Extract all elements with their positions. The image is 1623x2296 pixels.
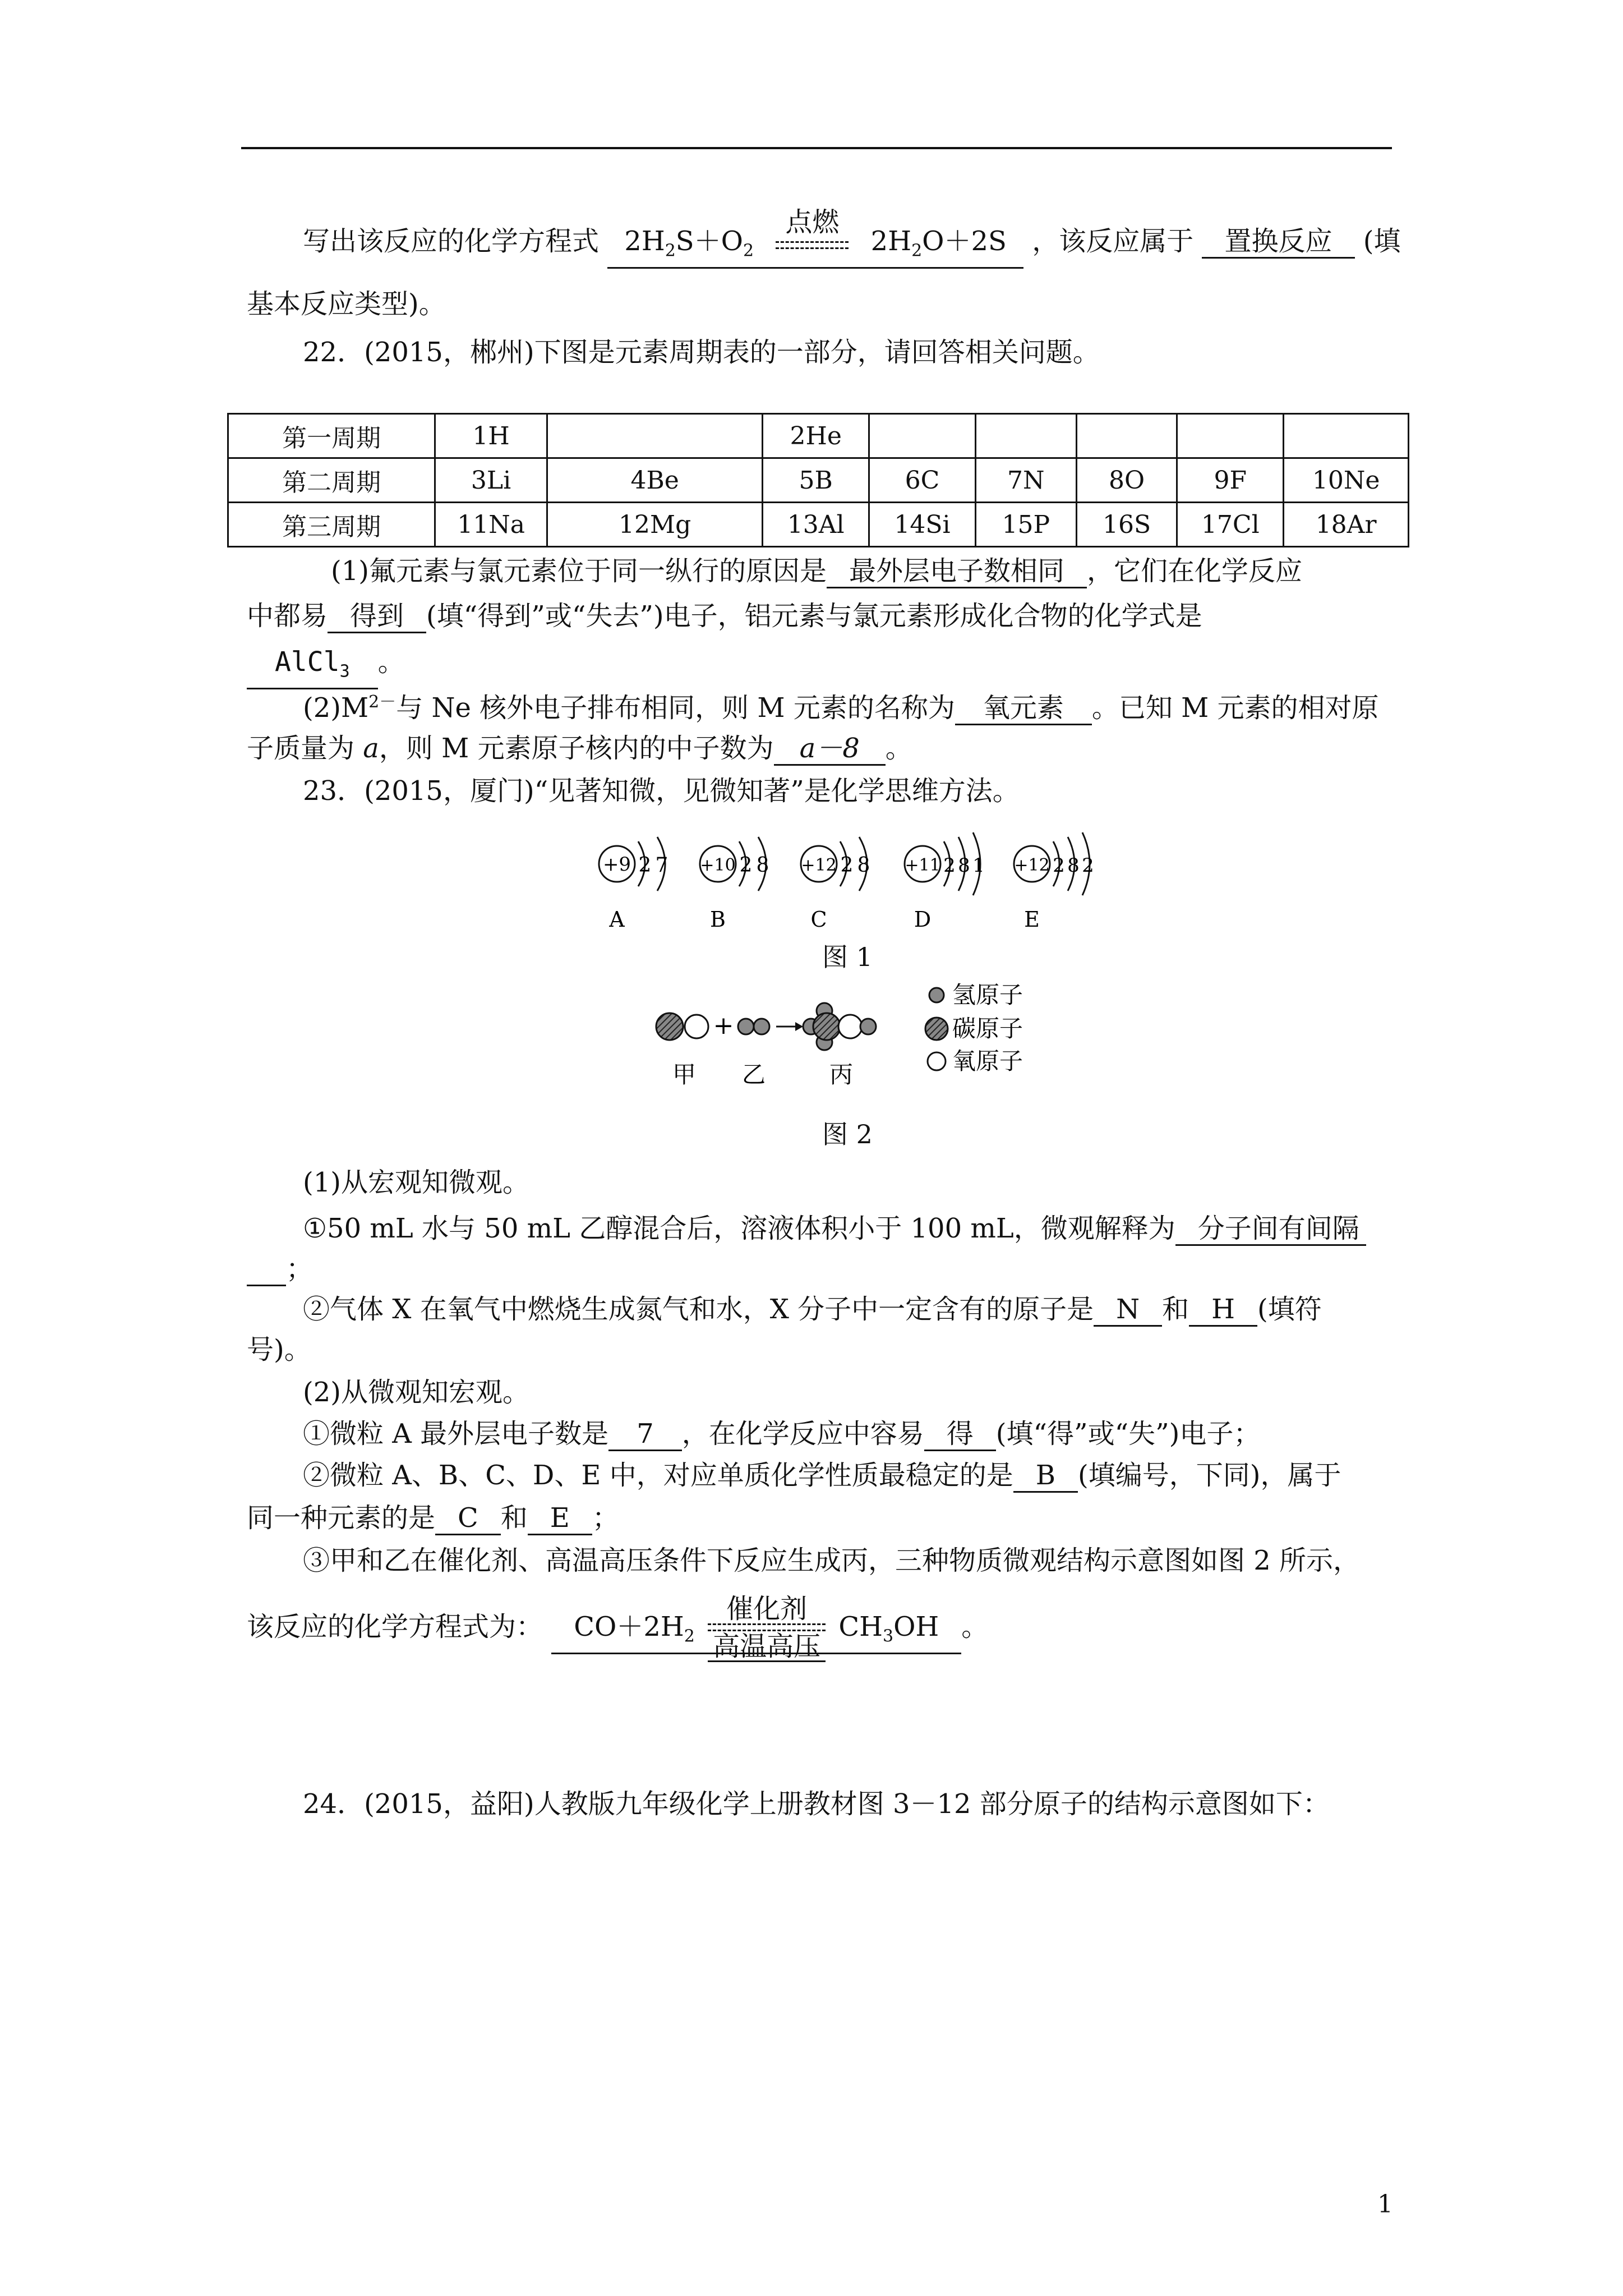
- q23-answer-7: C: [435, 1502, 501, 1535]
- atom-diagram-e: [1014, 832, 1094, 931]
- element-cell: [1284, 414, 1409, 458]
- q22-p1-line1: (1)氟元素与氯元素位于同一纵行的原因是 最外层电子数相同 ，它们在化学反应: [331, 554, 1302, 588]
- plus-sign: +: [713, 1011, 734, 1040]
- page-number: 1: [1377, 2190, 1393, 2219]
- q24-stem: 24．(2015，益阳)人教版九年级化学上册教材图 3－12 部分原子的结构示意图如下：: [303, 1788, 1330, 1820]
- element-cell: [1076, 414, 1177, 458]
- q23-equation-answer: $CO+2H_2$ 催化剂 高温高压 $CH_3OH$: [551, 1611, 961, 1654]
- element-cell: 6C: [869, 458, 976, 503]
- shell-count: 8: [756, 854, 769, 877]
- q22-answer-5: a－8: [774, 733, 886, 766]
- q23-answer-8: E: [528, 1502, 592, 1535]
- element-cell: 7N: [975, 458, 1076, 503]
- figure-1-atom-diagrams: [583, 830, 1133, 931]
- eq1-line2: 基本反应类型)。: [247, 288, 446, 320]
- figure-2-caption: 图 2: [822, 1119, 873, 1149]
- table-row: [228, 458, 1409, 503]
- q23-s2-3: ③甲和乙在催化剂、高温高压条件下反应生成丙，三种物质微观结构示意图如图 2 所示，: [303, 1545, 1361, 1576]
- arrow-icon: [776, 1022, 803, 1031]
- nucleus-charge: +11: [905, 855, 940, 875]
- period-label: 第二周期: [228, 458, 435, 503]
- q23-answer-1: 分子间有间隔: [1175, 1213, 1366, 1246]
- shell-count: 8: [857, 854, 870, 877]
- q22-answer-4: 氧元素: [955, 692, 1092, 725]
- molecule-label-jia: 甲: [672, 1061, 697, 1088]
- q23-answer-5: 得: [924, 1418, 996, 1451]
- nucleus-charge: +9: [602, 853, 631, 876]
- q22-p1-line2: 中都易 得到 (填“得到”或“失去”)电子，铝元素与氯元素形成化合物的化学式是: [247, 599, 1202, 633]
- q23-s2-2-cont: 同一种元素的是 C 和 E ；: [247, 1501, 619, 1535]
- element-cell: 3Li: [435, 458, 547, 503]
- q23-s1-2-cont: 号)。: [247, 1334, 311, 1365]
- shell-count: 2: [1082, 854, 1094, 877]
- eq1-prefix: 写出该反应的化学方程式: [303, 226, 600, 257]
- atom-label: D: [914, 907, 932, 931]
- shell-count: 2: [840, 854, 854, 877]
- q22-stem: 22．(2015，郴州)下图是元素周期表的一部分，请回答相关问题。: [303, 337, 1100, 368]
- atom-diagram-c: [801, 837, 870, 931]
- legend-hydrogen: 氢原子: [952, 981, 1023, 1009]
- element-cell: [869, 414, 976, 458]
- q23-answer-6: B: [1013, 1460, 1078, 1493]
- legend: [925, 981, 1023, 1075]
- q23-answer-3: H: [1189, 1294, 1257, 1327]
- header-rule: [241, 147, 1392, 149]
- element-cell: 10Ne: [1284, 458, 1409, 503]
- atom-diagram-b: [700, 837, 769, 931]
- atom-diagram-a: [599, 837, 668, 931]
- element-cell: 4Be: [547, 458, 762, 503]
- shell-count: 8: [1067, 854, 1080, 877]
- element-cell: [547, 414, 762, 458]
- element-cell: 2He: [763, 414, 869, 458]
- shell-count: 1: [972, 854, 985, 877]
- element-cell: 5B: [763, 458, 869, 503]
- q23-s2-2: ②微粒 A、B、C、D、E 中，对应单质化学性质最稳定的是 B (填编号，下同)，属于: [303, 1458, 1341, 1493]
- q23-s2: (2)从微观知宏观。: [303, 1377, 529, 1408]
- element-cell: 8O: [1076, 458, 1177, 503]
- eq1-type-answer: 置换反应: [1202, 226, 1354, 259]
- legend-carbon: 碳原子: [952, 1015, 1023, 1042]
- q22-answer-2: 得到: [328, 600, 426, 633]
- periodic-table: [227, 413, 1409, 547]
- period-label: 第一周期: [228, 414, 435, 458]
- table-row: [228, 503, 1409, 547]
- period-label: 第三周期: [228, 503, 435, 547]
- q22-p1-line3: AlCl$_3$ 。: [247, 645, 405, 689]
- atom-label: B: [710, 907, 726, 931]
- legend-oxygen: 氧原子: [952, 1047, 1023, 1075]
- element-cell: 12Mg: [547, 503, 762, 547]
- eq1-answer: $2H_2S+O_2$ 点燃 $2H_2O+2S$: [607, 226, 1023, 269]
- element-cell: 13Al: [763, 503, 869, 547]
- element-cell: 11Na: [435, 503, 547, 547]
- element-cell: 14Si: [869, 503, 976, 547]
- q23-answer-4: 7: [608, 1418, 682, 1451]
- q23-s1-2: ②气体 X 在氧气中燃烧生成氮气和水，X 分子中一定含有的原子是 N 和 H (填符: [303, 1292, 1322, 1327]
- shell-count: 7: [655, 854, 668, 877]
- shell-count: 8: [958, 854, 970, 877]
- element-cell: 9F: [1177, 458, 1284, 503]
- element-cell: 17Cl: [1177, 503, 1284, 547]
- molecule-jia: [656, 1013, 708, 1040]
- shell-count: 2: [638, 854, 652, 877]
- nucleus-charge: +12: [801, 855, 837, 875]
- figure-1-caption: 图 1: [822, 942, 873, 972]
- molecule-label-yi: 乙: [741, 1061, 766, 1088]
- table-row: [228, 414, 1409, 458]
- q23-answer-2: N: [1094, 1294, 1162, 1327]
- q23-stem: 23．(2015，厦门)“见著知微，见微知著”是化学思维方法。: [303, 775, 1020, 807]
- eq1-line: 写出该反应的化学方程式 $2H_2S+O_2$ 点燃 $2H_2O+2S$ ，该反应属于 置换反应 (填: [303, 224, 1401, 269]
- q22-p2-line1: $(2)M^{2-}$与 Ne 核外电子排布相同，则 M 元素的名称为 氧元素 。已知 M 元素的相对原: [303, 685, 1379, 725]
- element-cell: 15P: [975, 503, 1076, 547]
- atom-label: E: [1024, 907, 1040, 931]
- q23-condition: 催化剂 高温高压: [708, 1627, 826, 1631]
- element-cell: [1177, 414, 1284, 458]
- molecule-label-bing: 丙: [829, 1061, 854, 1088]
- element-cell: 18Ar: [1284, 503, 1409, 547]
- element-cell: [975, 414, 1076, 458]
- q23-s2-1: ①微粒 A 最外层电子数是 7 ，在化学反应中容易 得 (填“得”或“失”)电子；: [303, 1417, 1260, 1451]
- molecule-bing: [803, 1003, 876, 1050]
- q23-s1-1-cont: ；: [247, 1252, 313, 1286]
- q23-s2-3-eq: 该反应的化学方程式为： $CO+2H_2$ 催化剂 高温高压 $CH_3OH$ 。: [247, 1593, 989, 1662]
- nucleus-charge: +12: [1014, 855, 1050, 875]
- molecule-yi: [738, 1019, 769, 1034]
- shell-count: 2: [1053, 854, 1065, 877]
- shell-count: 2: [943, 854, 956, 877]
- atom-diagram-d: [905, 832, 985, 931]
- eq1-condition: 点燃: [776, 238, 849, 249]
- atom-label: C: [810, 907, 827, 931]
- nucleus-charge: +10: [700, 855, 736, 875]
- shell-count: 2: [739, 854, 753, 877]
- element-cell: 1H: [435, 414, 547, 458]
- q23-s1: (1)从宏观知微观。: [303, 1167, 529, 1198]
- q22-answer-3: AlCl$_3$: [247, 646, 378, 689]
- figure-2-molecule-diagram: [645, 976, 1071, 1099]
- q22-answer-1: 最外层电子数相同: [827, 555, 1087, 588]
- q22-p2-line2: 子质量为 a，则 M 元素原子核内的中子数为 a－8 。: [247, 731, 912, 766]
- eq1-mid: ，该反应属于: [1032, 226, 1194, 257]
- atom-label: A: [609, 907, 625, 931]
- element-cell: 16S: [1076, 503, 1177, 547]
- q23-s1-1: ①50 mL 水与 50 mL 乙醇混合后，溶液体积小于 100 mL，微观解释为 分子间有间隔: [303, 1212, 1366, 1246]
